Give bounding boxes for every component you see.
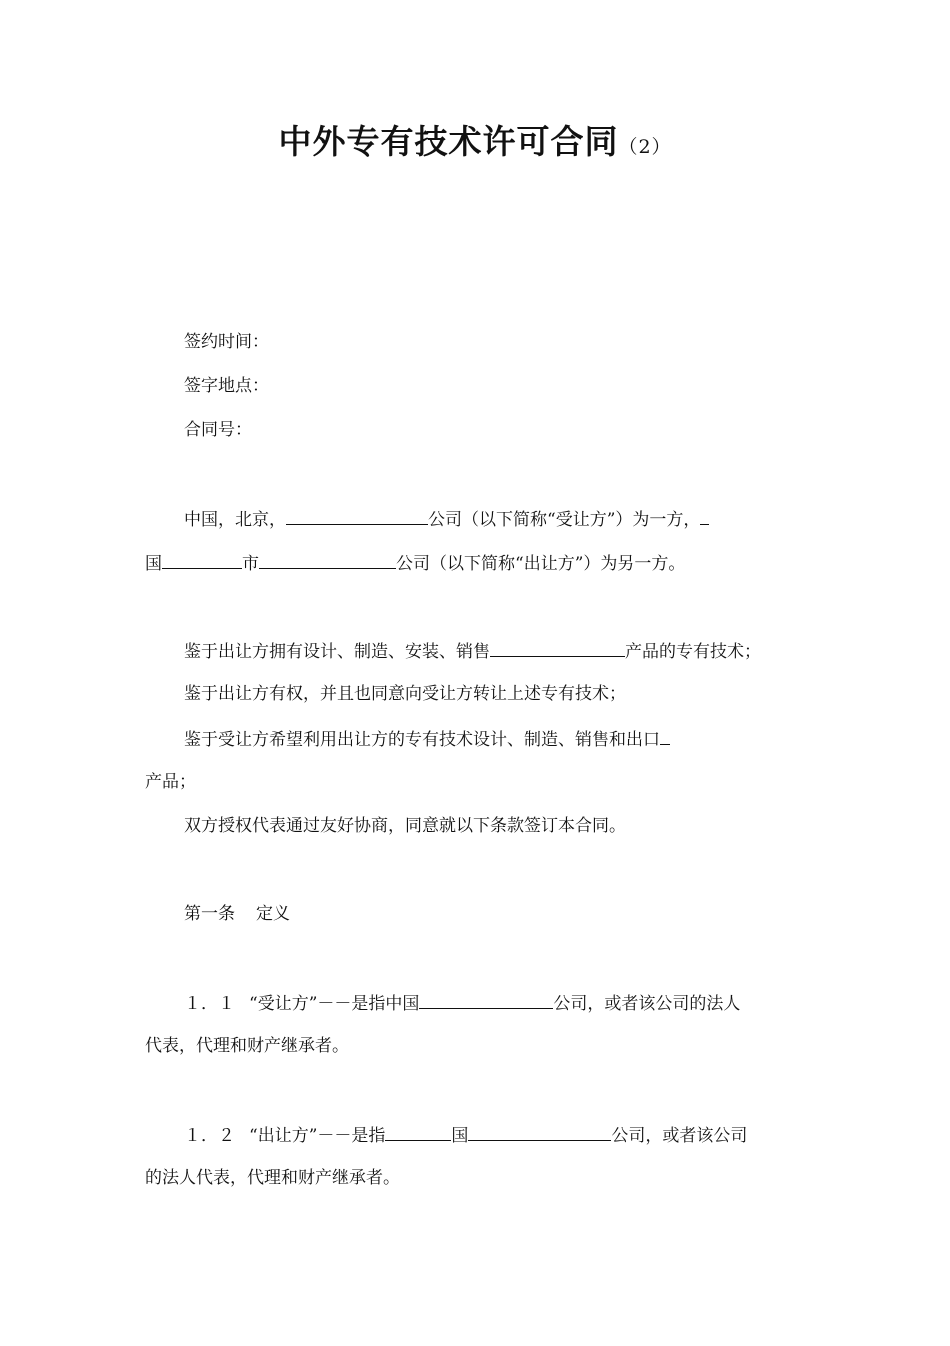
blank-field	[419, 991, 553, 1009]
para1-a: 中国，北京，	[184, 510, 286, 530]
whereas-3	[184, 727, 670, 751]
agreement-statement: 双方授权代表通过友好协商，同意就以下条款签订本合同。	[184, 816, 626, 836]
sign-time-label: 签约时间：	[184, 332, 269, 352]
clause-1-1	[184, 991, 740, 1015]
clause-number: １．２	[184, 1126, 235, 1146]
para1-d: 市	[242, 554, 259, 574]
article-name: 定义	[256, 904, 290, 924]
blank-field	[286, 507, 428, 525]
c11-b: 公司，或者该公司的法人	[553, 994, 741, 1014]
whereas1-b: 产品的专有技术；	[625, 642, 761, 662]
whereas-2: 鉴于出让方有权，并且也同意向受让方转让上述专有技术；	[184, 684, 626, 704]
contract-number-label: 合同号：	[184, 420, 252, 440]
para1-c: 国	[145, 554, 162, 574]
c12-a: “出让方”－－是指	[249, 1126, 386, 1146]
sign-place-label: 签字地点：	[184, 376, 269, 396]
parties-line-1	[184, 507, 709, 531]
whereas-1	[184, 639, 761, 663]
blank-field	[259, 551, 396, 569]
para1-b: 公司（以下简称“受让方”）为一方，	[428, 510, 701, 530]
title-suffix: （2）	[618, 136, 672, 158]
parties-line-2	[145, 551, 685, 575]
title-main: 中外专有技术许可合同	[278, 122, 619, 161]
c11-a: “受让方”－－是指中国	[249, 994, 420, 1014]
whereas1-a: 鉴于出让方拥有设计、制造、安装、销售	[184, 642, 490, 662]
blank-field	[490, 639, 625, 657]
clause-number: １．１	[184, 994, 235, 1014]
para1-e: 公司（以下简称“出让方”）为另一方。	[396, 554, 686, 574]
clause-1-2	[184, 1123, 747, 1147]
blank-field	[660, 727, 670, 745]
c11-c: 代表，代理和财产继承者。	[145, 1036, 349, 1056]
blank-field	[700, 507, 709, 525]
c12-c: 公司，或者该公司	[611, 1126, 748, 1146]
whereas3-b: 产品；	[145, 772, 196, 792]
blank-field	[468, 1123, 611, 1141]
article-1-heading	[184, 903, 290, 925]
document-title	[0, 116, 950, 163]
blank-field	[162, 551, 242, 569]
whereas3-a: 鉴于受让方希望利用出让方的专有技术设计、制造、销售和出口	[184, 730, 660, 750]
article-number: 第一条	[184, 904, 235, 924]
c12-b: 国	[451, 1126, 469, 1146]
blank-field	[385, 1123, 451, 1141]
c12-d: 的法人代表，代理和财产继承者。	[145, 1168, 400, 1188]
